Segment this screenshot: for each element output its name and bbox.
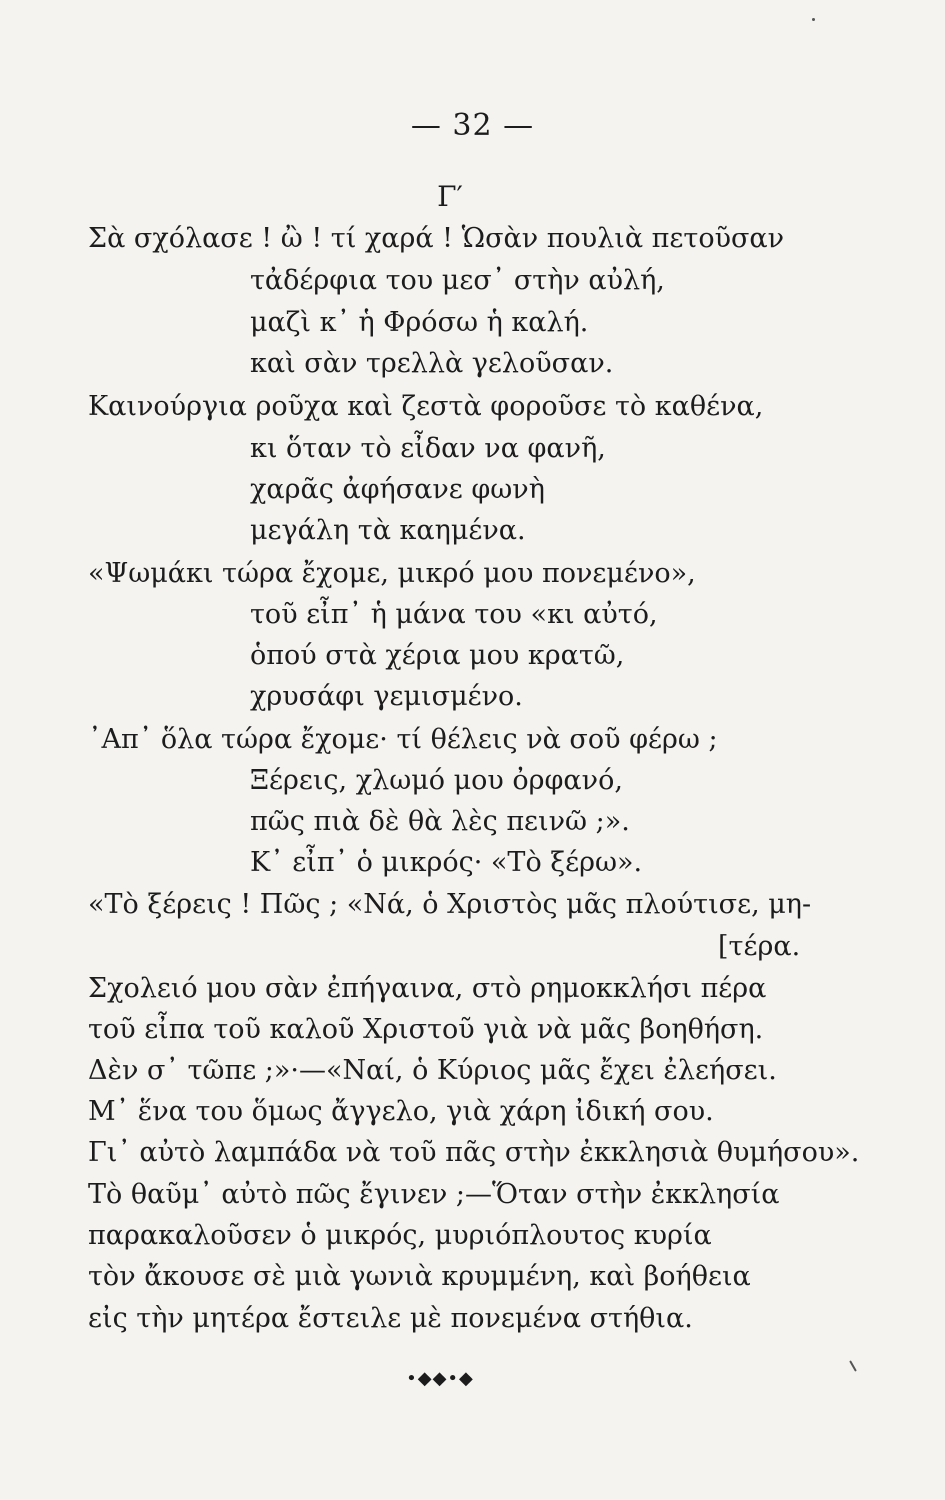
poem-line: χαρᾶς ἀφήσανε φωνὴ [250,474,545,505]
poem-line: ᾿Απ᾿ ὅλα τώρα ἔχομε· τί θέλεις νὰ σοῦ φέρω ; [88,724,718,755]
poem-line: Μ᾿ ἕνα του ὅμως ἄγγελο, γιὰ χάρη ἰδική σου. [88,1096,714,1127]
poem-line: παρακαλοῦσεν ὁ μικρός, μυριόπλουτος κυρία [88,1220,712,1251]
poem-line: Σχολειό μου σὰν ἐπήγαινα, στὸ ρημοκκλήσι πέρα [88,973,767,1004]
poem-line: Κ᾿ εἶπ᾿ ὁ μικρός· «Τὸ ξέρω». [250,847,643,878]
poem-line-continuation: [τέρα. [718,931,801,962]
poem-line: μεγάλη τὰ καημένα. [250,515,526,546]
poem-line: τοῦ εἶπ᾿ ἡ μάνα του «κι αὐτό, [250,599,658,630]
poem-line: «Τὸ ξέρεις ! Πῶς ; «Νά, ὁ Χριστὸς μᾶς πλούτισε, μη- [88,889,812,920]
poem-line: τοῦ εἶπα τοῦ καλοῦ Χριστοῦ γιὰ νὰ μᾶς βοηθήση. [88,1014,764,1045]
poem-line: Γι᾿ αὐτὸ λαμπάδα νὰ τοῦ πᾶς στὴν ἐκκλησιὰ θυμήσου». [88,1137,860,1168]
poem-line: Καινούργια ροῦχα καὶ ζεστὰ φοροῦσε τὸ καθένα, [88,391,764,422]
poem-line: κι ὅταν τὸ εἶδαν να φανῆ, [250,433,606,464]
poem-line: τἀδέρφια του μεσ᾿ στὴν αὐλή, [250,265,665,296]
page-number: — 32 — [410,108,535,143]
poem-line: χρυσάφι γεμισμένο. [250,681,523,712]
poem-line: Ξέρεις, χλωμό μου ὀρφανό, [250,765,623,796]
poem-line: τὸν ἄκουσε σὲ μιὰ γωνιὰ κρυμμένη, καὶ βοήθεια [88,1261,751,1292]
poem-line: Σὰ σχόλασε ! ὢ ! τί χαρά ! Ὡσὰν πουλιὰ πετοῦσαν [88,223,785,254]
poem-line: Τὸ θαῦμ᾿ αὐτὸ πῶς ἔγινεν ;—Ὅταν στὴν ἐκκλησία [88,1179,780,1210]
poem-line: εἰς τὴν μητέρα ἔστειλε μὲ πονεμένα στήθια. [88,1303,693,1334]
poem-line: καὶ σὰν τρελλὰ γελοῦσαν. [250,348,614,379]
section-heading: Γ′ [437,180,463,213]
poem-line: μαζὶ κ᾿ ἡ Φρόσω ἡ καλή. [250,307,589,338]
poem-line: «Ψωμάκι τώρα ἔχομε, μικρό μου πονεμένο», [88,558,696,589]
poem-line: ὁπού στὰ χέρια μου κρατῶ, [250,640,625,671]
poem-line: πῶς πιὰ δὲ θὰ λὲς πεινῶ ;». [250,806,630,837]
poem-line: Δὲν σ᾿ τῶπε ;»·—«Ναί, ὁ Κύριος μᾶς ἔχει ἐλεήσει. [88,1055,777,1086]
end-ornament: •◆◆•◆ [406,1368,474,1389]
paper-speck [812,18,815,21]
